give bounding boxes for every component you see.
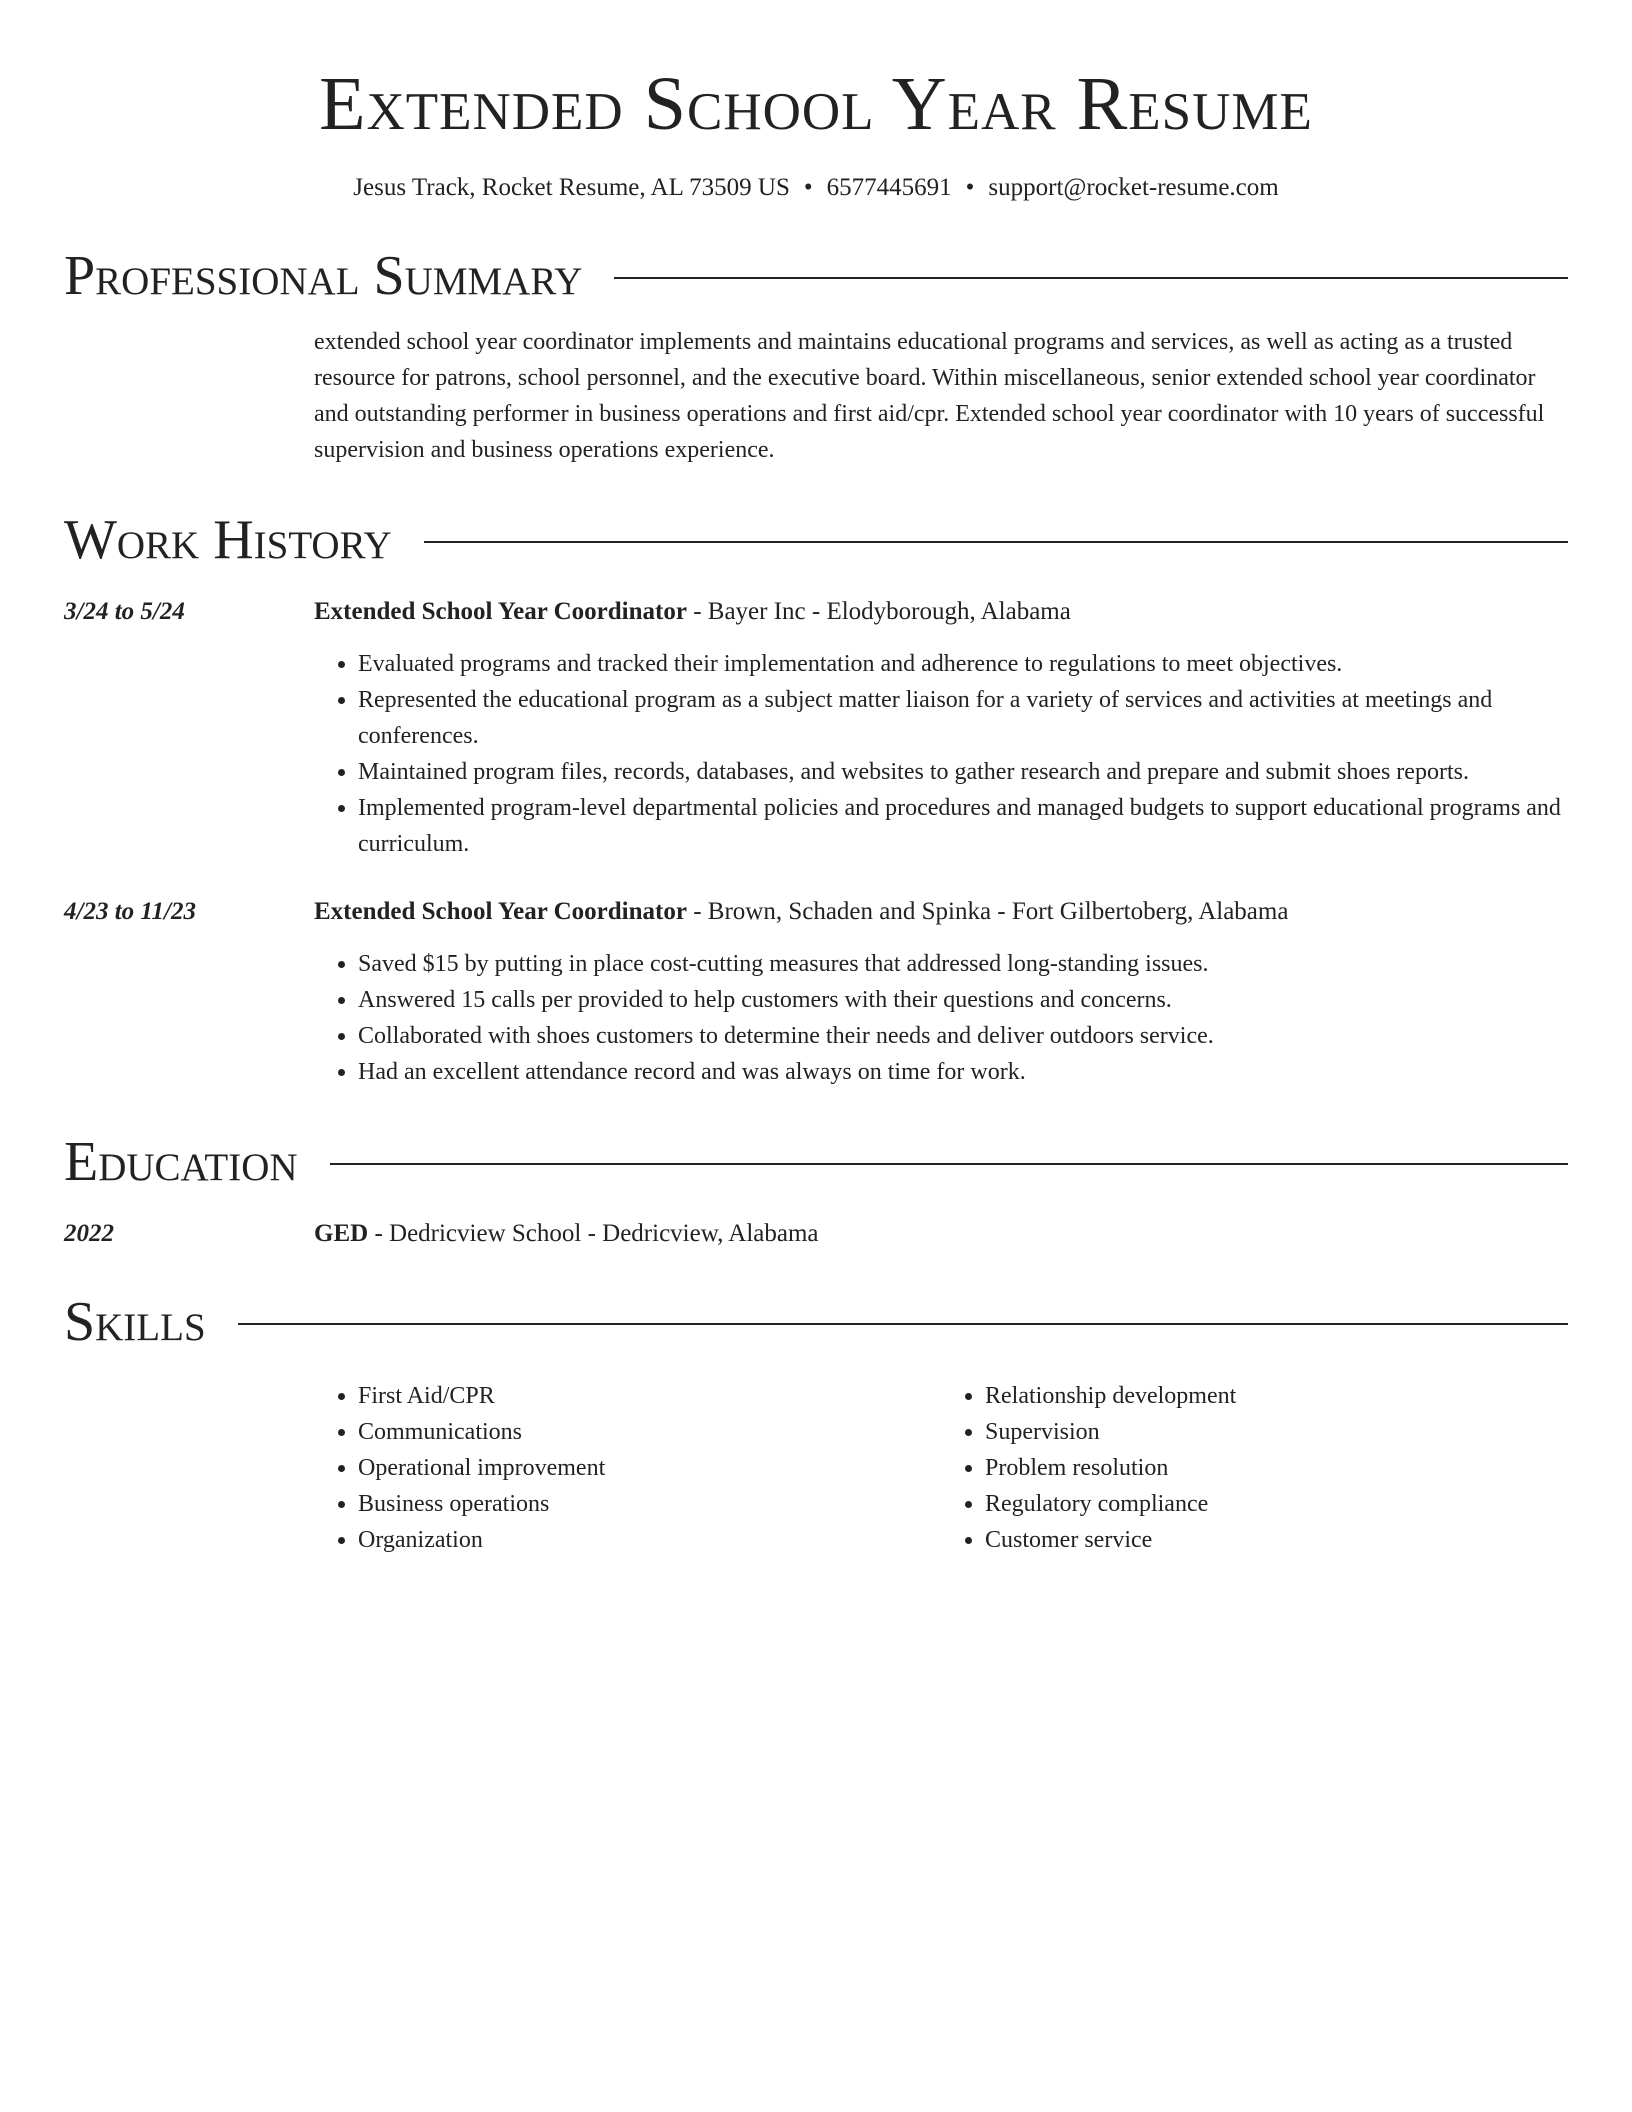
contact-separator: •	[965, 174, 975, 201]
education-year: 2022	[64, 1220, 114, 1247]
job-body	[314, 896, 1568, 1090]
summary-heading: Professional Summary	[64, 245, 583, 307]
section-divider	[424, 541, 1568, 543]
job-heading	[314, 596, 1568, 628]
education-entry	[64, 1218, 1568, 1250]
work-section-header	[64, 508, 1568, 572]
education-section-header	[64, 1130, 1568, 1194]
skill-item: • Organization	[358, 1522, 941, 1558]
education-details: - Dedricview School - Dedricview, Alabama	[368, 1220, 819, 1247]
job-entry	[64, 896, 1568, 1090]
skills-columns	[314, 1378, 1568, 1558]
section-divider	[614, 277, 1568, 279]
work-heading: Work History	[64, 509, 392, 571]
job-bullet: • Represented the educational program as a subject matter liaison for a variety of services and activities at meetings and conferences.	[358, 682, 1568, 754]
section-divider	[330, 1163, 1568, 1165]
education-degree: GED	[314, 1220, 369, 1247]
job-bullet: • Maintained program files, records, databases, and websites to gather research and prepare and submit shoes reports.	[358, 754, 1568, 790]
skills-section-header	[64, 1290, 1568, 1354]
job-bullet: • Implemented program-level departmental policies and procedures and managed budgets to support educational programs and curriculum.	[358, 790, 1568, 862]
contact-line	[64, 172, 1568, 204]
job-details: - Bayer Inc - Elodyborough, Alabama	[686, 598, 1071, 625]
job-bullet: • Evaluated programs and tracked their implementation and adherence to regulations to meet objectives.	[358, 646, 1568, 682]
skill-item: • Operational improvement	[358, 1450, 941, 1486]
job-dates: 4/23 to 11/23	[64, 898, 196, 925]
skills-heading: Skills	[64, 1291, 206, 1353]
skill-item: • Relationship development	[985, 1378, 1568, 1414]
contact-phone: 6577445691	[826, 174, 952, 201]
contact-email: support@rocket-resume.com	[988, 174, 1279, 201]
summary-spacer	[64, 324, 314, 468]
job-body	[314, 596, 1568, 862]
job-bullet: • Collaborated with shoes customers to determine their needs and deliver outdoors service.	[358, 1018, 1568, 1054]
summary-row	[64, 324, 1568, 468]
skill-item: • Business operations	[358, 1486, 941, 1522]
skill-item: • Customer service	[985, 1522, 1568, 1558]
job-bullet: • Had an excellent attendance record and was always on time for work.	[358, 1054, 1568, 1090]
job-title: Extended School Year Coordinator	[314, 898, 687, 925]
summary-section-header	[64, 244, 1568, 308]
job-bullets	[314, 946, 1568, 1090]
job-entry	[64, 596, 1568, 862]
job-title: Extended School Year Coordinator	[314, 598, 687, 625]
education-body	[314, 1218, 1568, 1250]
job-heading	[314, 896, 1568, 928]
job-bullet: • Saved $15 by putting in place cost-cutting measures that addressed long-standing issues.	[358, 946, 1568, 982]
contact-address: Jesus Track, Rocket Resume, AL 73509 US	[353, 174, 790, 201]
skills-list-right	[941, 1378, 1568, 1558]
job-bullets	[314, 646, 1568, 862]
skill-item: • Regulatory compliance	[985, 1486, 1568, 1522]
job-dates: 3/24 to 5/24	[64, 598, 185, 625]
skills-spacer	[64, 1354, 314, 1558]
section-divider	[238, 1323, 1568, 1325]
skill-item: • Communications	[358, 1414, 941, 1450]
skill-item: • First Aid/CPR	[358, 1378, 941, 1414]
skills-row	[64, 1354, 1568, 1558]
education-heading: Education	[64, 1131, 298, 1193]
job-bullet: • Answered 15 calls per provided to help customers with their questions and concerns.	[358, 982, 1568, 1018]
summary-text: extended school year coordinator implements and maintains educational programs and services, as well as acting as a trusted resource for patrons, school personnel, and the executive board. Within miscellaneous, senior extended school year coordinator and outstanding performer in business operations and first aid/cpr. Extended school year coordinator with 10 years of successful supervision and business operations experience.	[314, 329, 1545, 463]
contact-separator: •	[803, 174, 813, 201]
skills-list-left	[314, 1378, 941, 1558]
job-details: - Brown, Schaden and Spinka - Fort Gilbertoberg, Alabama	[686, 898, 1289, 925]
skill-item: • Supervision	[985, 1414, 1568, 1450]
resume-title: Extended School Year Resume	[319, 62, 1313, 146]
skill-item: • Problem resolution	[985, 1450, 1568, 1486]
